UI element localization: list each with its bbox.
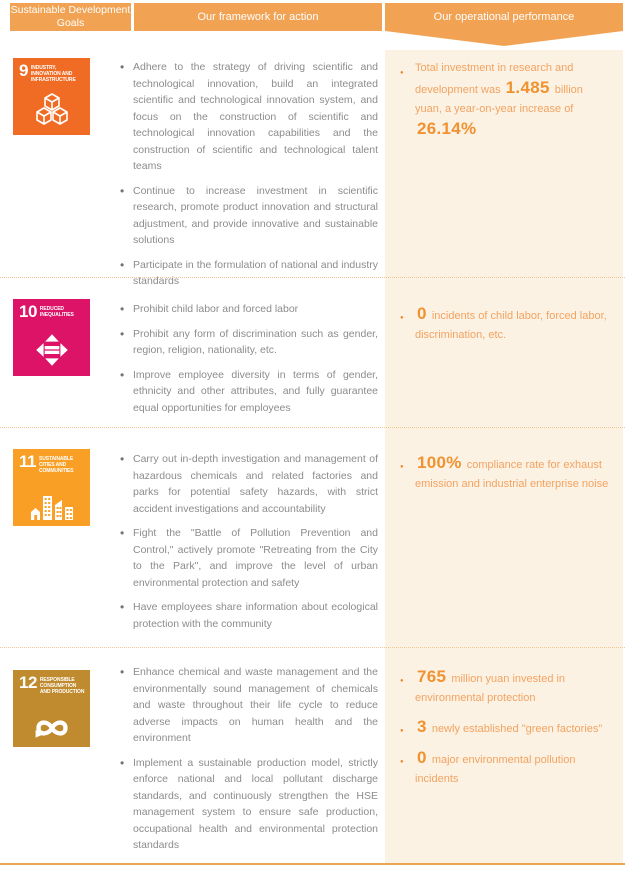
header-sdg-label: Sustainable Development Goals xyxy=(10,4,131,29)
sdg10-badge xyxy=(13,299,90,376)
header-cell-performance xyxy=(385,3,623,31)
equality-arrows-icon xyxy=(13,329,90,371)
sdg-title: RESPONSIBLE CONSUMPTION AND PRODUCTION xyxy=(39,677,85,695)
performance-item: ● 765 million yuan invested in environmental protection xyxy=(399,667,612,708)
performance-item: ● 0 incidents of child labor, forced labor, discrimination, etc. xyxy=(399,304,612,345)
sdg11-badge-header xyxy=(13,449,90,474)
sdg9-badge-header xyxy=(13,58,90,83)
sdg-title: REDUCED INEQUALITIES xyxy=(39,306,74,318)
action-item: • Participate in the formulation of national and industry standards xyxy=(119,257,378,290)
sdg9-badge xyxy=(13,58,90,135)
performance-item: ● 0 major environmental pollution incidents xyxy=(399,748,612,789)
action-item: • Implement a sustainable production model, strictly enforce national and local pollutant discharge standards, and continuously strengthen the HSE management system to ensure safe production, occupational health and environmental protection standards xyxy=(119,755,378,854)
sdg-number: 10 xyxy=(19,302,37,321)
header-framework-label: Our framework for action xyxy=(197,11,319,23)
action-item: • Adhere to the strategy of driving scientific and technological innovation, build an integrated scientific and technological innovation system, and focus on the construction of scientific and technological innovation capabilities and the construction of scientific and technological talent teams xyxy=(119,59,378,175)
sdg12-badge-header xyxy=(13,670,90,695)
action-item: • Carry out in-depth investigation and management of hazardous chemicals and related factories and parks for potential safety hazards, with strict accident investigations and accountability xyxy=(119,451,378,517)
header-performance-label: Our operational performance xyxy=(433,11,575,23)
sdg-number: 12 xyxy=(19,673,37,692)
action-item: • Prohibit any form of discrimination such as gender, region, religion, nationality, etc. xyxy=(119,326,378,359)
action-item: • Enhance chemical and waste management and the environmentally sound management of chemicals and waste throughout their life cycle to reduce adverse impacts on human health and the environment xyxy=(119,664,378,747)
performance-list xyxy=(399,59,612,150)
action-item: • Improve employee diversity in terms of gender, ethnicity and other attributes, and fully guarantee equal opportunities for employees xyxy=(119,367,378,417)
header-cell-framework xyxy=(134,3,382,31)
sdg-number: 9 xyxy=(19,61,28,80)
cubes-icon xyxy=(13,92,90,130)
framework-actions-list xyxy=(119,664,378,862)
sdg12-badge xyxy=(13,670,90,747)
framework-actions-list xyxy=(119,301,378,424)
sdg-number: 11 xyxy=(19,452,36,471)
row-separator xyxy=(0,277,625,278)
framework-actions-list xyxy=(119,451,378,640)
performance-item: ● 100% compliance rate for exhaust emission and industrial enterprise noise xyxy=(399,453,612,494)
row-separator xyxy=(0,647,625,648)
action-item: • Fight the "Battle of Pollution Prevention and Control," actively promote "Retreating from the City to the Park", and improve the level of urban environmental protection and safety xyxy=(119,525,378,591)
performance-list xyxy=(399,453,612,503)
performance-list xyxy=(399,667,612,798)
sdg-title: SUSTAINABLE CITIES AND COMMUNITIES xyxy=(38,456,74,474)
action-item: • Continue to increase investment in scientific research, promote product innovation and structural adjustment, and provide innovative and sustainable solutions xyxy=(119,183,378,249)
performance-item: ● 3 newly established "green factories" xyxy=(399,717,612,739)
page-bottom-rule xyxy=(0,863,625,865)
sdg11-badge xyxy=(13,449,90,526)
sdg10-badge-header xyxy=(13,299,90,320)
row-separator xyxy=(0,427,625,428)
header-cell-sdg xyxy=(10,3,131,31)
city-buildings-icon xyxy=(13,494,90,521)
performance-list xyxy=(399,304,612,354)
banner-chevron-icon xyxy=(385,31,623,46)
sdg-title: INDUSTRY, INNOVATION AND INFRASTRUCTURE xyxy=(30,65,76,83)
action-item: • Prohibit child labor and forced labor xyxy=(119,301,378,318)
framework-actions-list xyxy=(119,59,378,298)
action-item: • Have employees share information about ecological protection with the community xyxy=(119,599,378,632)
infinity-loop-icon xyxy=(13,714,90,742)
performance-item: ● Total investment in research and development was 1.485 billion yuan, a year-on-year increase of 26.14% xyxy=(399,59,612,141)
